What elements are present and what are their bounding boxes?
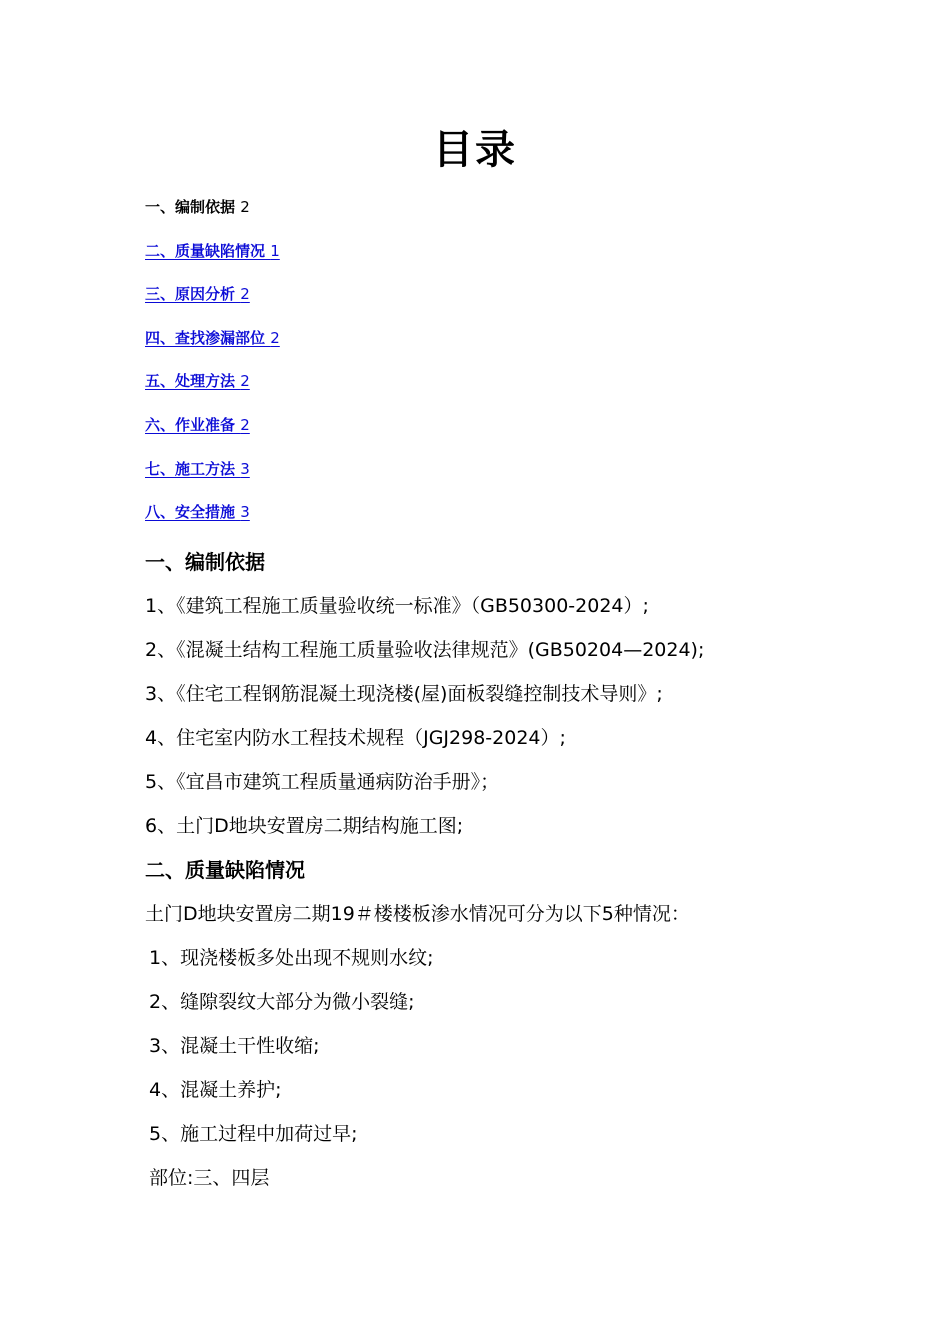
defect-item: 2、缝隙裂纹大部分为微小裂缝;: [149, 991, 415, 1013]
toc-link[interactable]: [145, 503, 250, 521]
toc-item[interactable]: [145, 370, 280, 414]
toc-page-number: 2: [240, 198, 250, 216]
toc-page-number: 3: [240, 459, 250, 478]
toc-page-number: 2: [240, 285, 250, 304]
defect-item: 4、混凝土养护;: [149, 1079, 282, 1101]
section-heading: 一、编制依据: [145, 550, 265, 574]
reference-item: 6、土门D地块安置房二期结构施工图;: [145, 815, 464, 837]
defect-item: 3、混凝土干性收缩;: [149, 1035, 320, 1057]
reference-item: 4、住宅室内防水工程技术规程（JGJ298-2024）;: [145, 727, 566, 749]
reference-item: 3、《住宅工程钢筋混凝土现浇楼(屋)面板裂缝控制技术导则》;: [145, 683, 663, 705]
toc-item[interactable]: [145, 414, 280, 458]
toc-label: 一、编制依据: [145, 198, 236, 216]
toc-link[interactable]: [145, 460, 250, 478]
reference-item: 1、《建筑工程施工质量验收统一标准》（GB50300-2024）;: [145, 595, 649, 617]
toc-link[interactable]: [145, 285, 250, 303]
toc-page-number: 2: [240, 372, 250, 391]
defect-item: 5、施工过程中加荷过早;: [149, 1123, 358, 1145]
section-intro: 土门D地块安置房二期19＃楼楼板渗水情况可分为以下5种情况：: [145, 903, 690, 925]
toc-link[interactable]: [145, 372, 250, 390]
toc-label: 五、处理方法: [145, 372, 236, 391]
toc-page-number: 3: [240, 503, 250, 522]
toc-label: 四、查找渗漏部位: [145, 328, 266, 347]
toc-link[interactable]: [145, 242, 280, 260]
defect-item: 1、现浇楼板多处出现不规则水纹;: [149, 947, 434, 969]
toc-item[interactable]: [145, 458, 280, 502]
toc-label: 三、原因分析: [145, 285, 236, 304]
toc-label: 七、施工方法: [145, 459, 236, 478]
toc-label: 八、安全措施: [145, 503, 236, 522]
section-heading: 二、质量缺陷情况: [145, 858, 305, 882]
reference-item: 5、《宜昌市建筑工程质量通病防治手册》；: [145, 771, 500, 793]
toc-page-number: 1: [270, 241, 280, 260]
toc-item[interactable]: [145, 327, 280, 371]
document-body: [145, 540, 845, 1200]
toc-label: 二、质量缺陷情况: [145, 241, 266, 260]
toc-item[interactable]: [145, 501, 280, 545]
toc-item[interactable]: [145, 283, 280, 327]
toc-page-number: 2: [270, 328, 280, 347]
toc-link[interactable]: [145, 198, 250, 216]
toc-item[interactable]: [145, 196, 280, 240]
toc-label: 六、作业准备: [145, 415, 236, 434]
page-title: 目录: [433, 127, 517, 173]
toc-page-number: 2: [240, 415, 250, 434]
table-of-contents: [145, 196, 280, 545]
location-note: 部位:三、四层: [149, 1167, 270, 1189]
reference-item: 2、《混凝土结构工程施工质量验收法律规范》(GB50204—2024);: [145, 639, 705, 661]
toc-link[interactable]: [145, 416, 250, 434]
toc-link[interactable]: [145, 329, 280, 347]
toc-item[interactable]: [145, 240, 280, 284]
